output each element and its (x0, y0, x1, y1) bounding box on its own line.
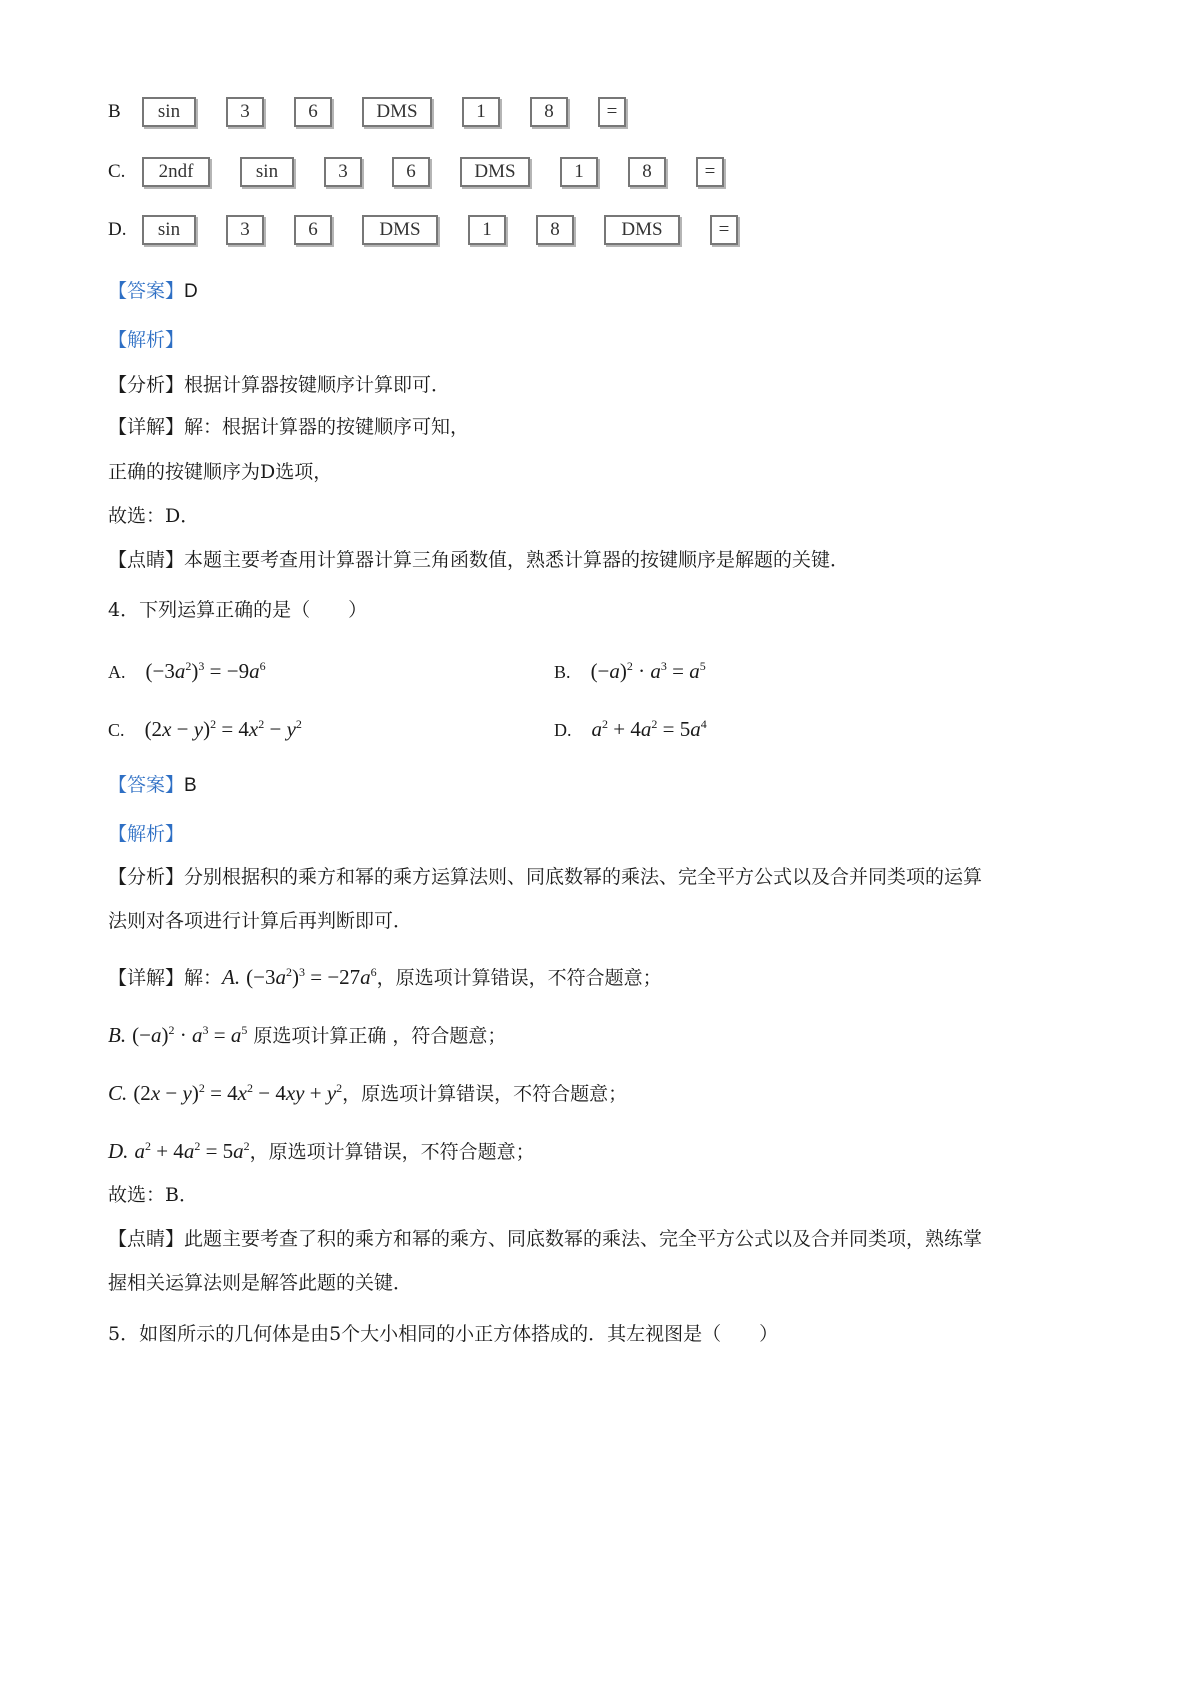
calc-key: = (710, 215, 738, 245)
calc-key: = (598, 97, 626, 127)
calc-key: 8 (536, 215, 574, 245)
answer-line (108, 277, 198, 306)
option-label: A. (108, 662, 126, 682)
key-row-b (108, 92, 656, 132)
calc-key: 6 (392, 157, 430, 187)
key-row-c (108, 152, 754, 192)
comment-text-2: 握相关运算法则是解答此题的关键． (108, 1272, 413, 1294)
detail-b-label: B. (108, 1023, 127, 1047)
math-expression: $(2x - y)^2 = 4x^2 - y^2$ (144, 717, 302, 741)
calc-key: 6 (294, 215, 332, 245)
detail-b (108, 1016, 506, 1050)
answer-tag: 【答案】 (108, 280, 185, 302)
analysis-text: 【分析】根据计算器按键顺序计算即可． (108, 374, 451, 396)
explain-tag: 【解析】 (108, 823, 185, 845)
option-label: B. (554, 662, 571, 682)
option-letter: C. (108, 161, 126, 182)
answer-value: D (184, 281, 198, 302)
question-4-stem: 4．下列运算正确的是（ ） (108, 599, 368, 621)
calc-key: DMS (362, 97, 432, 127)
answer-line (108, 771, 197, 800)
option-letter: D. (108, 219, 127, 240)
detail-d (108, 1132, 535, 1166)
math-expression: $a^2 + 4a^2 = 5a^2$ (134, 1139, 250, 1163)
q4-option-b (554, 652, 706, 686)
calc-key: 1 (462, 97, 500, 127)
calc-key: 2ndf (142, 157, 210, 187)
choose-text: 故选：B． (108, 1184, 198, 1206)
calc-key: DMS (604, 215, 680, 245)
comment-text-1: 【点睛】此题主要考查了积的乘方和幂的乘方、同底数幂的乘法、完全平方公式以及合并同类项，熟练掌 (108, 1228, 983, 1250)
analysis-text-2: 法则对各项进行计算后再判断即可． (108, 910, 413, 932)
math-expression: $(2x - y)^2 = 4x^2 - 4xy + y^2$ (133, 1081, 343, 1105)
calc-key: 3 (226, 215, 264, 245)
calc-key: 3 (324, 157, 362, 187)
q4-option-c (108, 710, 302, 744)
detail-c-label: C. (108, 1081, 128, 1105)
answer-value: B (184, 775, 197, 796)
q4-option-a (108, 652, 266, 686)
detail-d-label: D. (108, 1139, 129, 1163)
detail-prefix: 【详解】解： (108, 967, 223, 989)
calc-key: 1 (560, 157, 598, 187)
calc-key: = (696, 157, 724, 187)
explain-tag: 【解析】 (108, 329, 185, 351)
math-expression: $(-3a^2)^3 = -27a^6$ (246, 965, 377, 989)
calc-key: sin (142, 215, 196, 245)
detail-b-text: 原选项计算正确 ，符合题意； (253, 1025, 507, 1047)
calc-key: 8 (530, 97, 568, 127)
math-expression: $(-3a^2)^3 = -9a^6$ (145, 659, 266, 683)
calc-key: 3 (226, 97, 264, 127)
math-expression: $(-a)^2 \cdot a^3 = a^5$ (590, 659, 706, 683)
detail-a-label: A. (222, 965, 241, 989)
detail-a-text: ，原选项计算错误，不符合题意； (376, 967, 662, 989)
detail-text-2: 正确的按键顺序为D选项， (108, 461, 333, 483)
option-letter: B (108, 101, 121, 122)
calc-key: DMS (362, 215, 438, 245)
detail-a (108, 958, 662, 992)
key-row-d (108, 210, 768, 250)
answer-tag: 【答案】 (108, 774, 185, 796)
comment-text: 【点睛】本题主要考查用计算器计算三角函数值，熟悉计算器的按键顺序是解题的关键． (108, 549, 850, 571)
math-expression: $a^2 + 4a^2 = 5a^4$ (591, 717, 707, 741)
calc-key: 8 (628, 157, 666, 187)
calc-key: sin (142, 97, 196, 127)
choose-text: 故选：D． (108, 505, 200, 527)
option-label: C. (108, 720, 125, 740)
calc-key: DMS (460, 157, 530, 187)
math-expression: $(-a)^2 \cdot a^3 = a^5$ (132, 1023, 248, 1047)
question-5-stem: 5．如图所示的几何体是由5个大小相同的小正方体搭成的．其左视图是（ ） (108, 1323, 779, 1345)
calc-key: 6 (294, 97, 332, 127)
calc-key: 1 (468, 215, 506, 245)
detail-d-text: ，原选项计算错误，不符合题意； (249, 1141, 535, 1163)
analysis-text-1: 【分析】分别根据积的乘方和幂的乘方运算法则、同底数幂的乘法、完全平方公式以及合并同类项的运算 (108, 866, 983, 888)
option-label: D. (554, 720, 572, 740)
q4-option-d (554, 710, 707, 744)
detail-c-text: ，原选项计算错误，不符合题意； (342, 1083, 628, 1105)
detail-text: 【详解】解：根据计算器的按键顺序可知， (108, 416, 470, 438)
detail-c (108, 1074, 627, 1108)
calc-key: sin (240, 157, 294, 187)
